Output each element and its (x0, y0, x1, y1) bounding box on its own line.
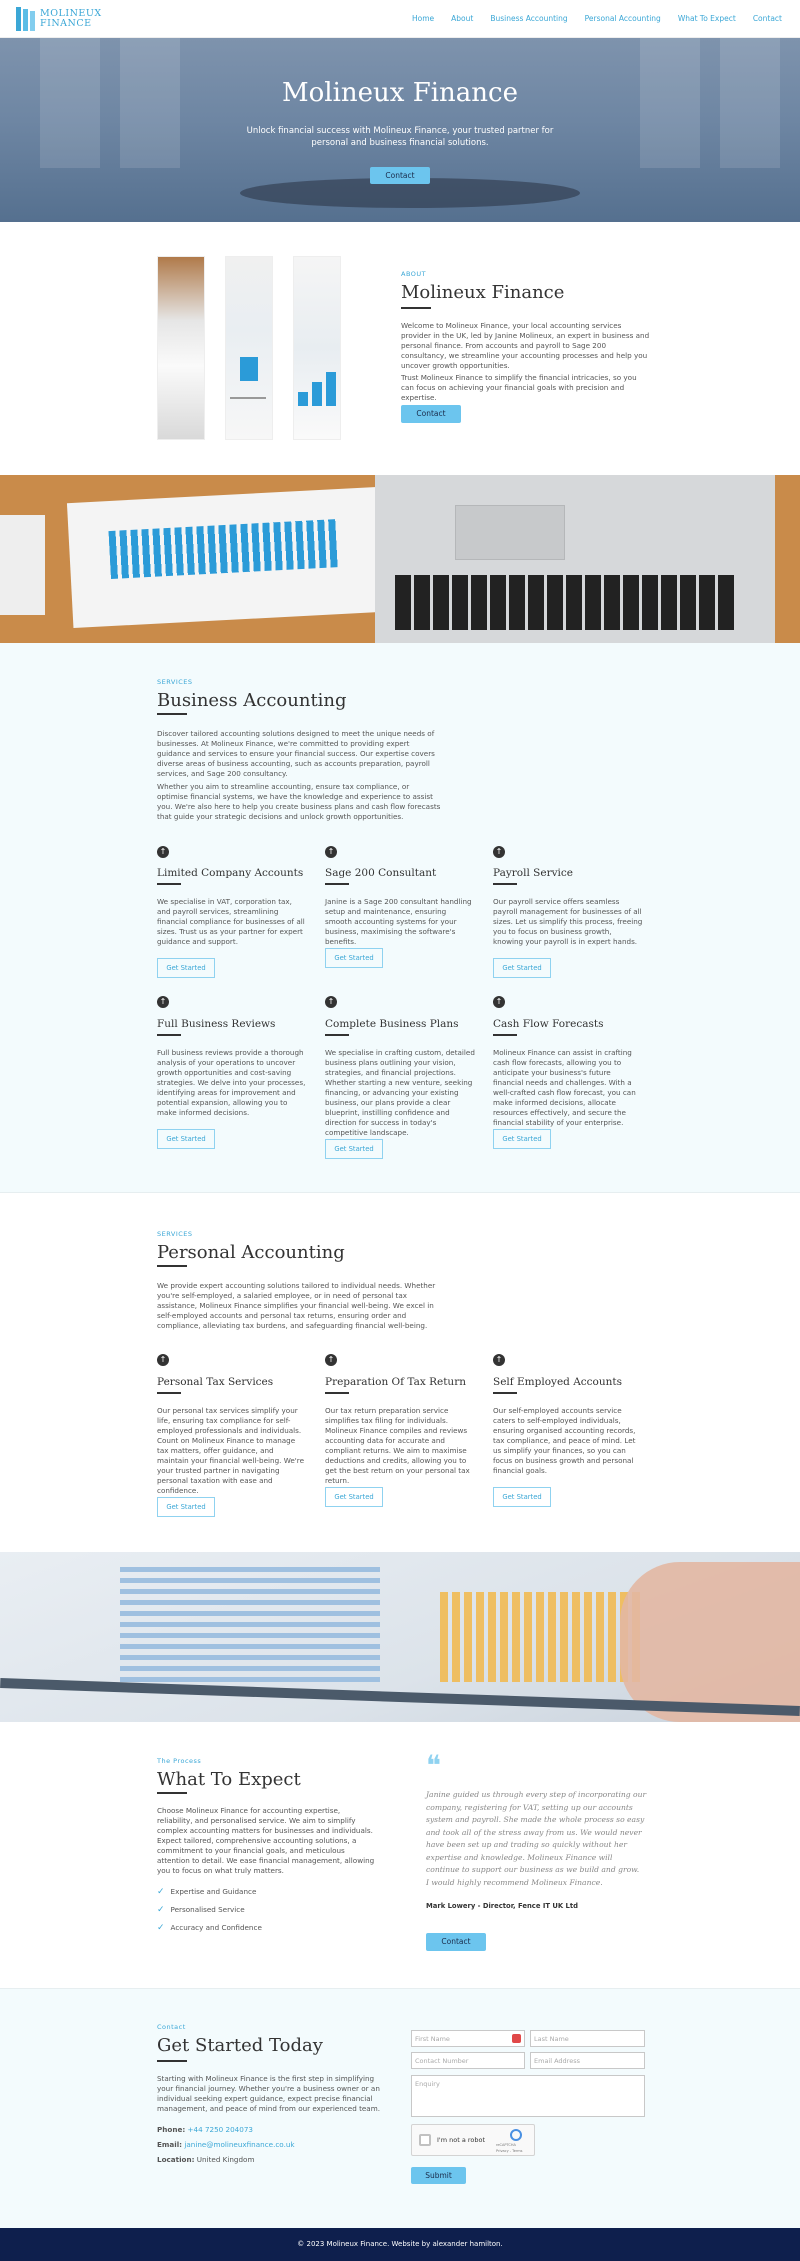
trackpad-shape (455, 505, 565, 560)
paper-bar-chart-shape (108, 519, 340, 579)
get-started-button[interactable]: Get Started (157, 1129, 215, 1149)
footer (0, 2228, 800, 2261)
card-text: Full business reviews provide a thorough analysis of your operations to uncover growth opportunities and cost-saving strategies. We delve into your processes, identifying areas for improvement and potential expansion, allowing you to make informed decisions. (157, 1048, 306, 1117)
get-started-button[interactable]: Get Started (157, 1497, 215, 1517)
top-navigation (0, 0, 800, 38)
paper-bar-chart-shape (440, 1592, 640, 1682)
check-icon: ✓ (157, 1905, 165, 1915)
recaptcha-logo-icon (510, 2129, 522, 2141)
card-underline (493, 1392, 517, 1394)
testimonial-quote-ending: I would highly recommend Molineux Finance. (426, 1878, 603, 1887)
get-started-button[interactable]: Get Started (157, 958, 215, 978)
arrow-up-icon: ↑ (157, 846, 169, 858)
chart-bar-shape (298, 392, 308, 406)
about-contact-button[interactable]: Contact (401, 405, 461, 423)
paper-bar-chart-shape (120, 1567, 380, 1687)
nav-item-what-to-expect[interactable]: What To Expect (677, 14, 736, 23)
arrow-up-icon: ↑ (493, 1354, 505, 1366)
paper-shape (67, 487, 383, 628)
get-started-button[interactable]: Get Started (325, 1139, 383, 1159)
about-label: ABOUT (401, 270, 427, 278)
card-title: Limited Company Accounts (157, 867, 304, 879)
card-title: Full Business Reviews (157, 1018, 276, 1030)
card-title: Payroll Service (493, 867, 573, 879)
arrow-up-icon: ↑ (325, 996, 337, 1008)
contact-title: Get Started Today (157, 2035, 323, 2056)
card-text: Our self-employed accounts service caters to self-employed individuals, ensuring organised accounting records, tax compliance, and peace of mind. Let us simplify your finances, so you can focus on business growth and personal financial goals. (493, 1406, 636, 1475)
contact-paragraph: Starting with Molineux Finance is the first step in simplifying your financial journey. Whether you're a business owner or an individual seeking expert guidance, expect precise financial management, and peace of mind from our experienced team. (157, 2074, 381, 2113)
arrow-up-icon: ↑ (493, 846, 505, 858)
card-text: Our payroll service offers seamless payroll management for businesses of all sizes. Let us simplify this process, freeing you to focus on business growth, knowing your payroll is in expert hands. (493, 897, 643, 946)
business-paragraph-2: Whether you aim to streamline accounting, ensure tax compliance, or optimise financial systems, we have the knowledge and experience to assist you. We're also here to help you create business plans and cash flow forecasts that guide your strategic decisions and unlock growth opportunities. (157, 782, 441, 821)
laptop-shape (375, 475, 775, 643)
card-underline (325, 1034, 349, 1036)
chart-line-shape (230, 397, 266, 399)
title-underline (157, 2060, 187, 2062)
personal-label: SERVICES (157, 1230, 193, 1238)
card-title: Self Employed Accounts (493, 1376, 623, 1388)
card-underline (493, 883, 517, 885)
business-paragraph-1: Discover tailored accounting solutions designed to meet the unique needs of businesses. At Molineux Finance, we're committed to providing expert guidance and services to ensure your financial success. Our expertise covers diverse areas of business accounting, such as accounts preparation, payroll services, and Sage 200 consultancy. (157, 729, 435, 778)
title-underline (157, 1265, 187, 1267)
quote-mark-icon: ❝ (426, 1749, 442, 1782)
card-title: Cash Flow Forecasts (493, 1018, 604, 1030)
hand-shape (620, 1562, 800, 1722)
title-underline (157, 713, 187, 715)
nav-links (412, 14, 782, 23)
hero-subtitle: Unlock financial success with Molineux Finance, your trusted partner for personal and business financial solutions. (246, 126, 554, 148)
card-underline (157, 1034, 181, 1036)
arrow-up-icon: ↑ (325, 1354, 337, 1366)
chart-paper-photo (0, 1552, 800, 1722)
check-icon: ✓ (157, 1887, 165, 1897)
phone-link[interactable]: +44 7250 204073 (187, 2125, 253, 2134)
arrow-up-icon: ↑ (325, 846, 337, 858)
logo-line-1: MOLINEUX (40, 8, 102, 19)
recaptcha-brand: reCAPTCHA (496, 2143, 516, 2147)
arrow-up-icon: ↑ (493, 996, 505, 1008)
card-underline (157, 883, 181, 885)
card-title: Preparation Of Tax Return (325, 1376, 466, 1388)
testimonial-quote: Janine guided us through every step of incorporating our company, registering for VAT, setting up our accounts system and payroll. She made the whole process so easy and took all of the stress away from us. We would never have been set up and trading so quickly without her expertise and knowledge. Molineux Finance will continue to support our business as we build and grow. (426, 1790, 647, 1874)
business-title: Business Accounting (157, 690, 347, 711)
location-value: United Kingdom (196, 2155, 255, 2164)
contact-label: Contact (157, 2023, 186, 2031)
card-text: Janine is a Sage 200 consultant handling setup and maintenance, ensuring smooth accounting systems for your business, maximising the software's benefits. (325, 897, 472, 946)
contact-location-row: Location: United Kingdom (157, 2155, 255, 2164)
card-underline (325, 883, 349, 885)
enquiry-textarea[interactable]: Enquiry (411, 2075, 645, 2117)
about-paragraph-1: Welcome to Molineux Finance, your local accounting services provider in the UK, led by Janine Molineux, an expert in business and personal finance. From accounts and payroll to Sage 200 consultancy, we streamline your accounting processes and help you uncover growth opportunities. (401, 321, 650, 370)
check-item: ✓ Expertise and Guidance (157, 1887, 257, 1897)
last-name-input[interactable]: Last Name (530, 2030, 645, 2047)
brand-logo[interactable] (16, 7, 102, 31)
personal-title: Personal Accounting (157, 1242, 345, 1263)
nav-item-home[interactable]: Home (411, 14, 435, 23)
contact-phone-row: Phone: +44 7250 204073 (157, 2125, 253, 2134)
laptop-photo (0, 475, 800, 643)
about-image-strip (157, 256, 205, 440)
nav-item-personal-accounting[interactable]: Personal Accounting (584, 14, 661, 23)
card-title: Personal Tax Services (157, 1376, 274, 1388)
get-started-button[interactable]: Get Started (493, 958, 551, 978)
logo-line-2: FINANCE (40, 18, 92, 29)
arrow-up-icon: ↑ (157, 1354, 169, 1366)
contact-section (0, 1988, 800, 2228)
arrow-up-icon: ↑ (157, 996, 169, 1008)
check-item: ✓ Personalised Service (157, 1905, 245, 1915)
email-address-input[interactable]: Email Address (530, 2052, 645, 2069)
nav-item-about[interactable]: About (451, 14, 474, 23)
submit-button[interactable]: Submit (411, 2167, 466, 2184)
get-started-button[interactable]: Get Started (325, 948, 383, 968)
check-item: ✓ Accuracy and Confidence (157, 1923, 262, 1933)
card-title: Complete Business Plans (325, 1018, 459, 1030)
chart-bar-shape (240, 357, 258, 381)
notebook-shape (0, 515, 45, 615)
card-text: We specialise in crafting custom, detailed business plans outlining your vision, strategies, and financial projections. Whether starting a new venture, seeking financing, or advancing your existing business, our plans provide a clear blueprint, instilling confidence and direction for success in today's competitive landscape. (325, 1048, 475, 1137)
nav-item-business-accounting[interactable]: Business Accounting (490, 14, 568, 23)
card-underline (325, 1392, 349, 1394)
keyboard-shape (395, 575, 735, 630)
card-underline (493, 1034, 517, 1036)
recaptcha-widget (411, 2124, 535, 2156)
about-paragraph-2: Trust Molineux Finance to simplify the financial intricacies, so you can focus on achieving your financial goals with precision and expertise. (401, 373, 637, 402)
footer-text: © 2023 Molineux Finance. Website by alexander hamilton. (297, 2240, 503, 2248)
get-started-button[interactable]: Get Started (493, 1487, 551, 1507)
title-underline (157, 1792, 187, 1794)
recaptcha-checkbox[interactable] (419, 2134, 431, 2146)
expect-label: The Process (157, 1757, 202, 1765)
chart-bar-shape (326, 372, 336, 406)
card-title: Sage 200 Consultant (325, 867, 437, 879)
about-image-strip (293, 256, 341, 440)
nav-item-contact[interactable]: Contact (752, 14, 782, 23)
first-name-input[interactable]: First Name (411, 2030, 525, 2047)
card-underline (157, 1392, 181, 1394)
expect-title: What To Expect (157, 1769, 301, 1790)
chart-bar-shape (312, 382, 322, 406)
card-text: Molineux Finance can assist in crafting cash flow forecasts, allowing you to anticipate your business's future financial needs and challenges. With a well-crafted cash flow forecast, you can make informed decisions, allocate resources effectively, and secure the financial stability of your enterprise. (493, 1048, 636, 1127)
get-started-button[interactable]: Get Started (325, 1487, 383, 1507)
contact-email-row: Email: janine@molineuxfinance.co.uk (157, 2140, 295, 2149)
expect-contact-button[interactable]: Contact (426, 1933, 486, 1951)
check-icon: ✓ (157, 1923, 165, 1933)
card-text: Our tax return preparation service simplifies tax filing for individuals. Molineux Finance compiles and reviews accounting data for accurate and compliant returns. We aim to maximise deductions and credits, allowing you to get the best return on your personal tax return. (325, 1406, 470, 1485)
hero-contact-button[interactable]: Contact (370, 167, 430, 184)
about-image-strip (225, 256, 273, 440)
logo-mark-icon (16, 7, 35, 31)
recaptcha-label: I'm not a robot (437, 2136, 486, 2144)
testimonial-author: Mark Lowery - Director, Fence IT UK Ltd (426, 1902, 578, 1910)
personal-paragraph: We provide expert accounting solutions tailored to individual needs. Whether you're self-employed, a salaried employee, or in need of personal tax assistance, Molineux Finance simplifies your financial well-being. We excel in self-employed accounts and personal tax returns, ensuring order and compliance, alleviating tax burdens, and safeguarding financial well-being. (157, 1281, 436, 1330)
expect-paragraph: Choose Molineux Finance for accounting expertise, reliability, and personalised service. We aim to simplify complex accounting matters for businesses and individuals. Expect tailored, comprehensive accounting solutions, a commitment to your financial goals, and meticulous attention to detail. We ease financial management, allowing you to focus on what truly matters. (157, 1806, 375, 1875)
email-link[interactable]: janine@molineuxfinance.co.uk (184, 2140, 295, 2149)
card-text: Our personal tax services simplify your life, ensuring tax compliance for self-employed professionals and individuals. Count on Molineux Finance to manage tax matters, offer guidance, and maintain your financial well-being. We're your trusted partner in navigating personal taxation with ease and confidence. (157, 1406, 304, 1495)
card-text: We specialise in VAT, corporation tax, and payroll services, streamlining financial compliance for businesses of all sizes. Trust us as your partner for expert guidance and support. (157, 897, 305, 946)
autofill-key-icon[interactable] (512, 2034, 521, 2043)
hero-title: Molineux Finance (281, 78, 518, 108)
business-label: SERVICES (157, 678, 193, 686)
about-title: Molineux Finance (401, 282, 565, 303)
title-underline (401, 307, 431, 309)
get-started-button[interactable]: Get Started (493, 1129, 551, 1149)
contact-number-input[interactable]: Contact Number (411, 2052, 525, 2069)
recaptcha-links[interactable]: Privacy - Terms (496, 2149, 523, 2153)
